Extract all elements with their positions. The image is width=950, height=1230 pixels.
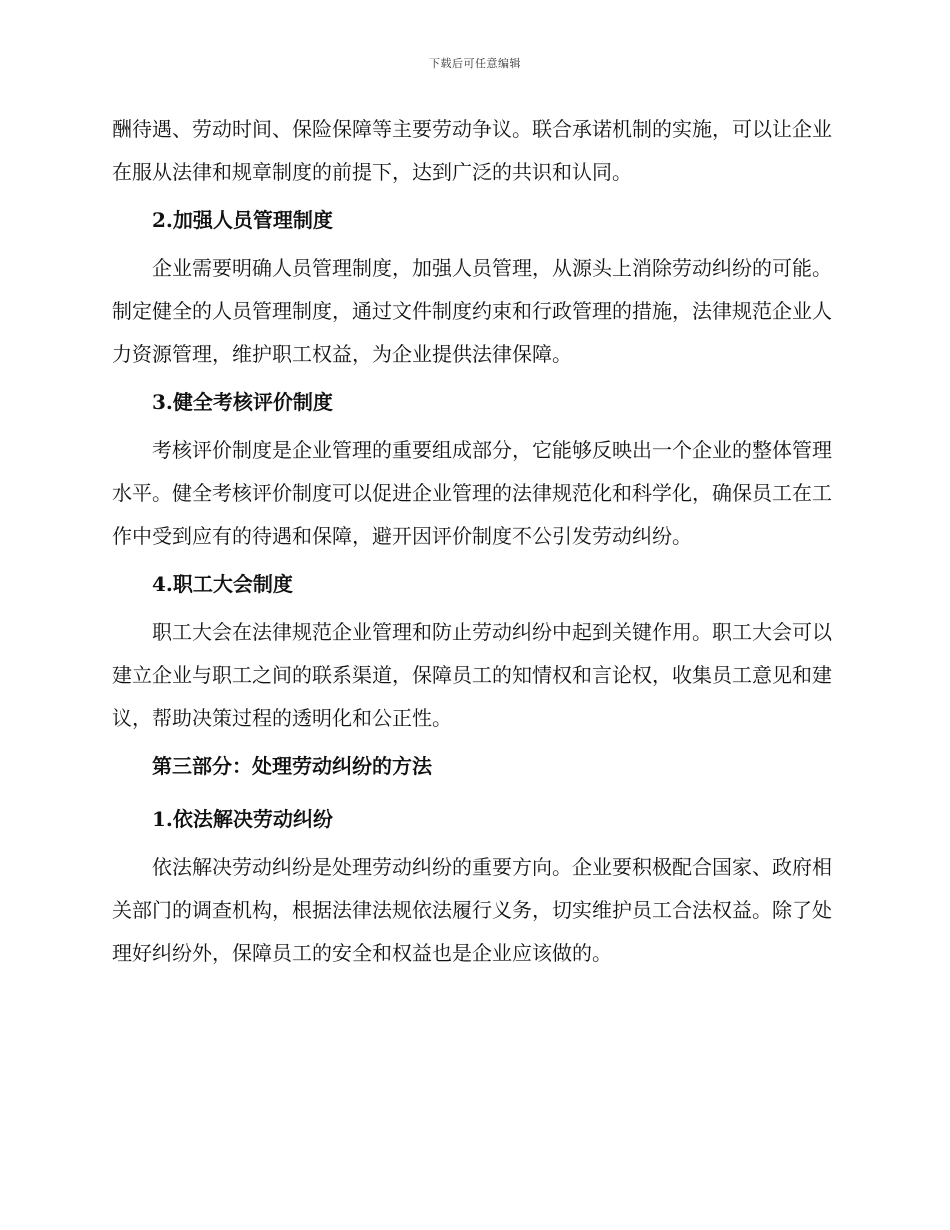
paragraph-personnel: 企业需要明确人员管理制度，加强人员管理，从源头上消除劳动纠纷的可能。制定健全的人员管理制度，通过文件制度约束和行政管理的措施，法律规范企业人力资源管理，维护职工权益，为企业提供法律保障。 — [112, 256, 832, 366]
section-heading-congress: 4.职工大会制度 — [152, 572, 293, 596]
page-header: 下载后可任意编辑 — [429, 57, 521, 70]
paragraph-congress: 职工大会在法律规范企业管理和防止劳动纠纷中起到关键作用。职工大会可以建立企业与职工之间的联系渠道，保障员工的知情权和言论权，收集员工意见和建议，帮助决策过程的透明化和公正性。 — [112, 620, 832, 730]
section-heading-personnel: 2.加强人员管理制度 — [152, 208, 333, 232]
section-heading-evaluation: 3.健全考核评价制度 — [152, 390, 333, 414]
paragraph-continued: 酬待遇、劳动时间、保险保障等主要劳动争议。联合承诺机制的实施，可以让企业在服从法律和规章制度的前提下，达到广泛的共识和认同。 — [112, 117, 832, 184]
document-body — [112, 108, 832, 975]
paragraph-evaluation: 考核评价制度是企业管理的重要组成部分，它能够反映出一个企业的整体管理水平。健全考核评价制度可以促进企业管理的法律规范化和科学化，确保员工在工作中受到应有的待遇和保障，避开因评价制度不公引发劳动纠纷。 — [112, 438, 832, 548]
part-heading-methods: 第三部分：处理劳动纠纷的方法 — [152, 754, 432, 778]
paragraph-legal: 依法解决劳动纠纷是处理劳动纠纷的重要方向。企业要积极配合国家、政府相关部门的调查机构，根据法律法规依法履行义务，切实维护员工合法权益。除了处理好纠纷外，保障员工的安全和权益也是企业应该做的。 — [112, 855, 832, 965]
section-heading-legal: 1.依法解决劳动纠纷 — [152, 807, 333, 831]
